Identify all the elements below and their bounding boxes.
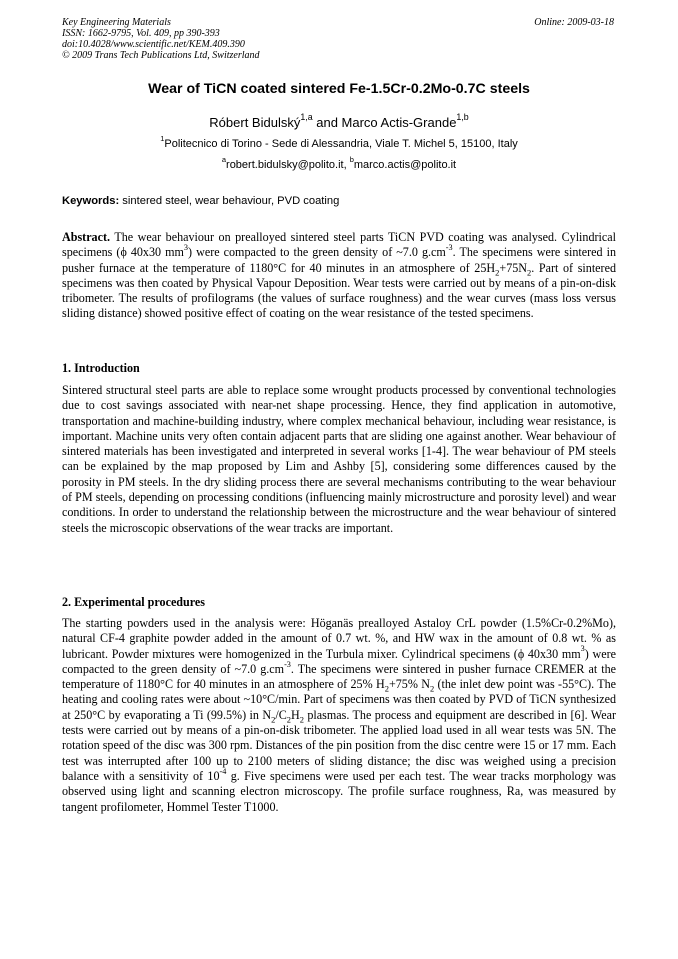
email-link[interactable]: robert.bidulsky@polito.it,: [226, 159, 350, 171]
body-text: plasmas. The process and equipment are described in [6]. Wear tests were carried out by means of a pin-on-disk tribometer. The applied load used in all wear tests was 5N. The rotation speed of the disc was 300 rpm. Distances of the pin position from the disc centre were 15 or 17 mm. Each test was interrupted after 100 up to 2100 meters of sliding distance; the disc was weighed using a precision balance with a sensitivity of 10: [62, 707, 616, 783]
body-text: H: [291, 707, 300, 722]
body-text: g. Five specimens were used per each test. The wear tracks morphology was observed using light and scanning electron microscopy. The profile surface roughness, Ra, was measured by tangent profilometer, Hommel Tester T1000.: [62, 768, 616, 814]
body-text: ) were compacted to the green density of ~7.0 g.cm: [62, 646, 616, 676]
subscript: 2: [495, 267, 500, 277]
abstract-text: +75N: [499, 260, 528, 275]
body-text: (the inlet dew point was -55°C). The heating and cooling rates were about ~10°C/min. Part of specimens was then coated by PVD of TiCN synthesized at 250°C by evaporating a Ti (99.5%) in N: [62, 677, 616, 722]
abstract-text: ) were compacted to the green density of ~7.0 g.cm: [188, 245, 446, 260]
copyright-line: © 2009 Trans Tech Publications Ltd, Switzerland: [62, 50, 260, 61]
affiliation-superscript: 1: [160, 134, 165, 144]
keywords-text: sintered steel, wear behaviour, PVD coating: [119, 195, 340, 207]
subscript: 2: [429, 683, 435, 694]
abstract-text: . Part of sintered specimens was then coated by Physical Vapour Deposition. Wear tests were carried out by means of a pin-on-disk tribometer. The results of profilograms (the values of surface roughness) and the wear curves (mass loss versus sliding distance) showed positive effect of coating on the wear resistance of the tested specimens.: [62, 260, 616, 321]
author-emails: [0, 155, 678, 171]
subscript: 2: [271, 714, 276, 725]
issn-line: ISSN: 1662-9795, Vol. 409, pp 390-393: [62, 28, 220, 39]
section-heading: 2. Experimental procedures: [62, 595, 205, 609]
keywords-label: Keywords:: [62, 195, 120, 207]
keywords: [62, 195, 616, 207]
journal-name: Key Engineering Materials: [62, 17, 171, 28]
subscript: 2: [527, 267, 532, 277]
affiliation: [0, 134, 678, 150]
abstract-text: The wear behaviour on prealloyed sintered steel parts TiCN PVD coating was analysed. Cylindrical specimens (ϕ 40x30 mm: [62, 230, 616, 260]
section-heading: 1. Introduction: [62, 361, 140, 375]
body-text: . The specimens were sintered in pusher furnace CREMER at the temperature of 1180°C for 40 minutes in an atmosphere of 25% H: [62, 661, 616, 692]
author-superscript: 1,a: [300, 112, 313, 123]
section-body: [62, 616, 616, 815]
online-date: Online: 2009-03-18: [534, 17, 614, 28]
body-text: The starting powders used in the analysis were: Höganäs prealloyed Astaloy CrL powder (1.5%Cr-0.2%Mo), natural CF-4 graphite powder added in the amount of 0.7 wt. %, and HW wax in the amount of 0.8 wt. % as lubricant. Powder mixtures were homogenized in the Turbula mixer. Cylindrical specimens (ϕ 40x30 mm: [62, 616, 616, 661]
email-link[interactable]: marco.actis@polito.it: [353, 159, 457, 171]
abstract-label: Abstract.: [62, 230, 111, 244]
abstract-text: . The specimens were sintered in pusher furnace at the temperature of 1180°C for 40 minutes in an atmosphere of 25H: [62, 245, 616, 275]
doi-link[interactable]: doi:10.4028/www.scientific.net/KEM.409.390: [62, 39, 245, 50]
email-superscript: b: [349, 155, 354, 165]
author-connector: and: [312, 115, 342, 130]
journal-header: [62, 17, 260, 61]
superscript: -3: [445, 243, 453, 253]
abstract: [62, 230, 616, 322]
body-text: /C: [275, 707, 287, 722]
author-name: Róbert Bidulský: [209, 115, 301, 130]
subscript: 2: [286, 714, 291, 725]
email-superscript: a: [221, 155, 227, 165]
superscript: -3: [284, 659, 291, 669]
author-superscript: 1,b: [456, 112, 469, 123]
superscript: -4: [219, 766, 227, 776]
subscript: 2: [384, 683, 389, 694]
paper-title: Wear of TiCN coated sintered Fe-1.5Cr-0.2Mo-0.7C steels: [148, 81, 530, 97]
subscript: 2: [299, 714, 304, 725]
author-line: [0, 112, 678, 130]
superscript: 3: [183, 243, 189, 253]
body-text: +75% N: [388, 677, 430, 692]
author-name: Marco Actis-Grande: [341, 115, 457, 130]
superscript: 3: [580, 644, 585, 654]
section-body: Sintered structural steel parts are able to replace some wrought products processed by conventional technologies due to cost savings associated with near-net shape processing. Hence, they find application in automotive, transportation and machine-building industry, where complex mechanical behaviour, including wear resistance, is important. Machine units very often contain adjacent parts that are sliding one against another. Wear behaviour of sintered materials has been investigated and interpreted in several works [1-4]. The wear behaviour of PM steels can be explained by the map proposed by Lim and Ashby [5], considering some differences caused by the porosity in PM steels. In the dry sliding process there are several mechanisms contributing to the wear behaviour of PM steels, depending on processing conditions (influencing mainly microstructure and porosity level) and wear conditions. In order to understand the relationship between the microstructure and the wear behaviour of sintered steels the microscopic observations of the wear tracks are important.: [62, 383, 616, 535]
affiliation-text: Politecnico di Torino - Sede di Alessandria, Viale T. Michel 5, 15100, Italy: [164, 138, 518, 150]
